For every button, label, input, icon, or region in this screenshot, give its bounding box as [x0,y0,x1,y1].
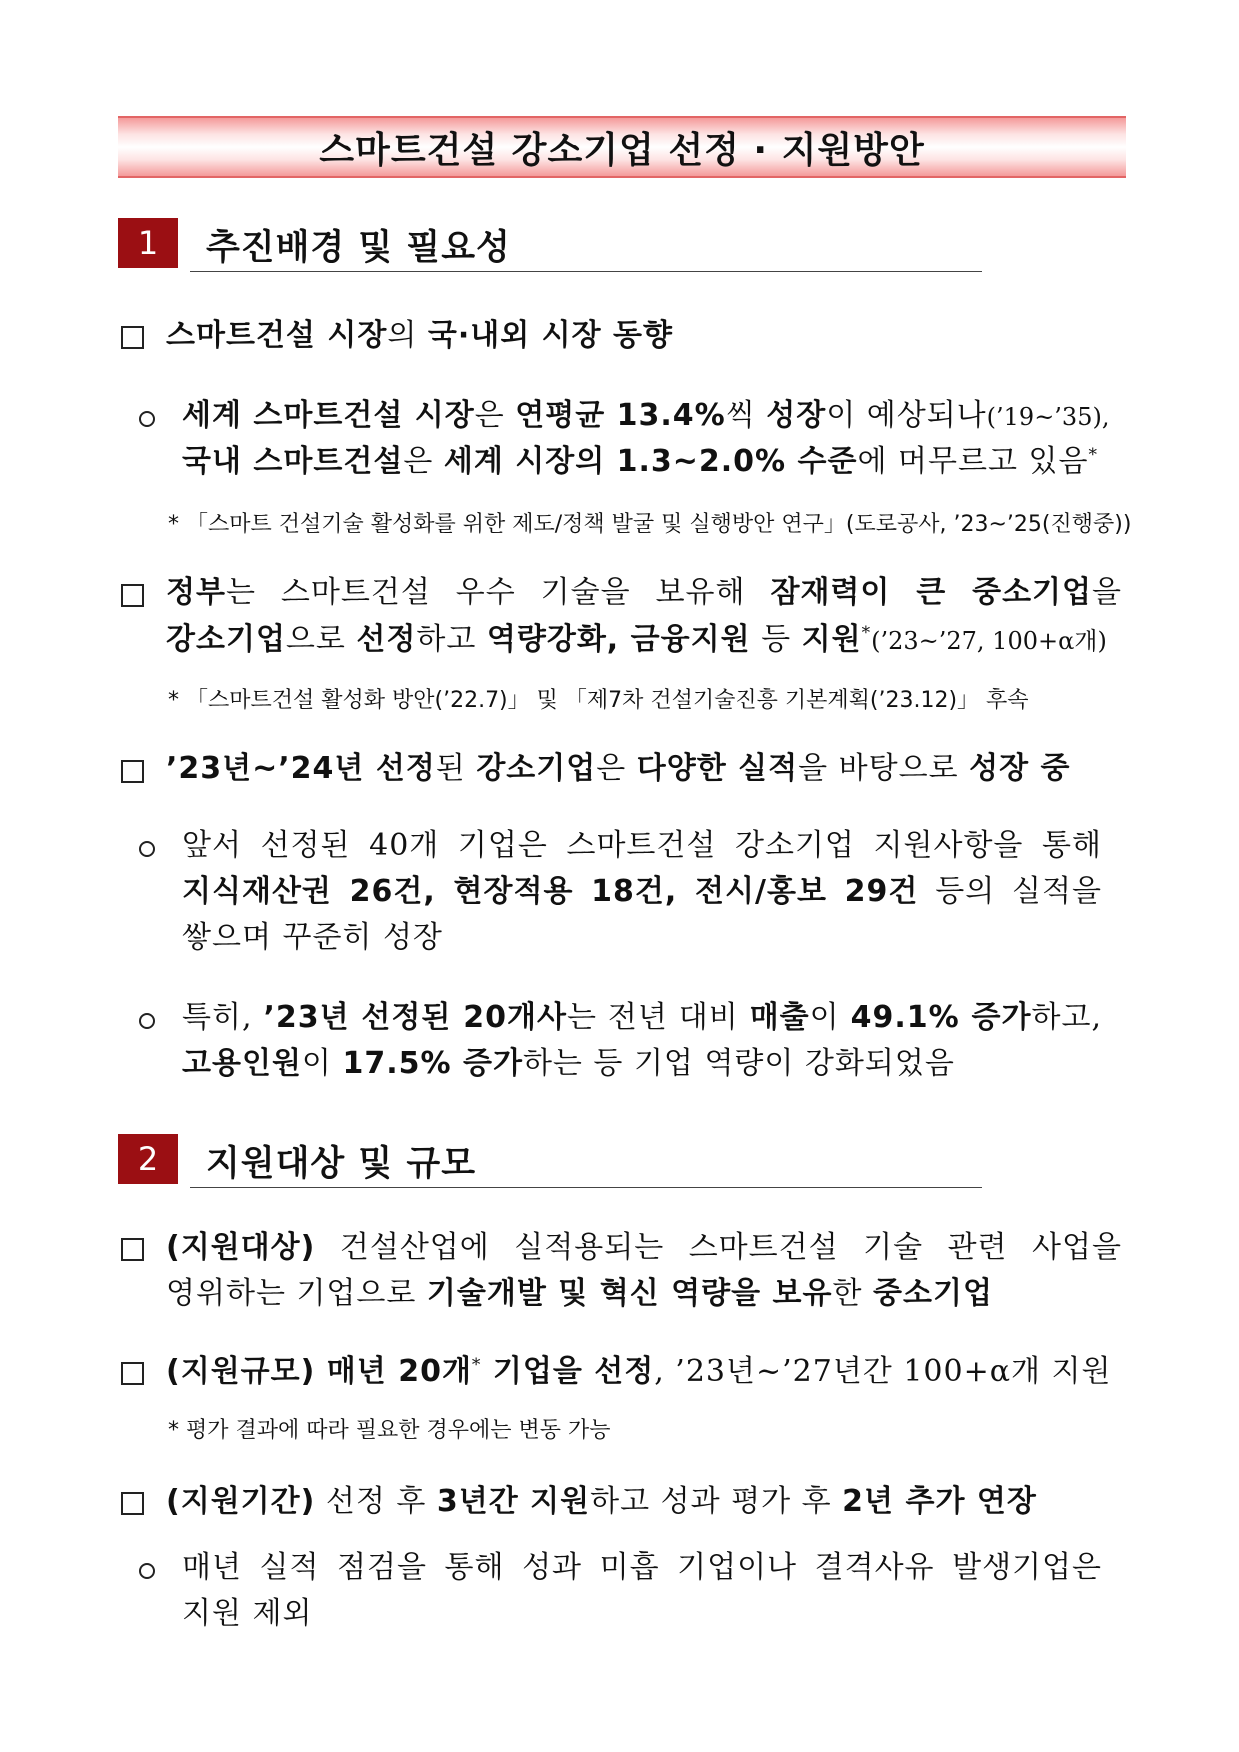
section-title: 추진배경 및 필요성 [206,228,511,268]
page-title: 스마트건설 강소기업 선정 · 지원방안 [319,129,925,171]
section-2-header [118,1134,982,1184]
section-underline [190,271,982,272]
circle-bullet-icon [139,1563,155,1579]
checkbox-square-icon [121,584,144,607]
circle-bullet-icon [139,1013,155,1029]
sub-bullet-line: 앞서 선정된 40개 기업은 스마트건설 강소기업 지원사항을 통해 [182,828,1102,863]
checkbox-square-icon [121,1238,144,1261]
title-banner [118,116,1126,178]
section-underline [190,1187,982,1188]
checkbox-square-icon [121,326,144,349]
section-title: 지원대상 및 규모 [206,1144,477,1184]
footnote: * 평가 결과에 따라 필요한 경우에는 변동 가능 [168,1418,611,1443]
sub-bullet-line: 국내 스마트건설은 세계 시장의 1.3~2.0% 수준에 머무르고 있음* [182,444,1098,479]
footnote: * 「스마트 건설기술 활성화를 위한 제도/정책 발굴 및 실행방안 연구」(도로공사, ’23~’25(진행중)) [168,512,1132,537]
sub-bullet-line: 특히, ’23년 선정된 20개사는 전년 대비 매출이 49.1% 증가하고, [182,1000,1102,1035]
sub-bullet-line: 지원 제외 [182,1596,313,1631]
section-1-header [118,218,982,268]
checkbox-square-icon [121,1362,144,1385]
section-number: 1 [118,218,178,268]
section-number: 2 [118,1134,178,1184]
circle-bullet-icon [139,841,155,857]
sub-bullet-line: 쌓으며 꾸준히 성장 [182,920,443,955]
bullet-paragraph: (지원기간) 선정 후 3년간 지원하고 성과 평가 후 2년 추가 연장 [166,1484,1037,1519]
sub-bullet-line: 고용인원이 17.5% 증가하는 등 기업 역량이 강화되었음 [182,1046,955,1081]
bullet-paragraph: (지원규모) 매년 20개* 기업을 선정, ’23년~’27년간 100+α개 지원 [166,1354,1112,1389]
bullet-paragraph: 스마트건설 시장의 국·내외 시장 동향 [166,318,673,353]
sub-bullet-line: 지식재산권 26건, 현장적용 18건, 전시/홍보 29건 등의 실적을 [182,874,1102,909]
circle-bullet-icon [139,411,155,427]
footnote: * 「스마트건설 활성화 방안(’22.7)」 및 「제7차 건설기술진흥 기본계획(’23.12)」 후속 [168,688,1029,713]
bullet-paragraph: 강소기업으로 선정하고 역량강화, 금융지원 등 지원*(’23~’27, 100+α개) [166,622,1107,657]
sub-bullet-line: 매년 실적 점검을 통해 성과 미흡 기업이나 결격사유 발생기업은 [182,1550,1102,1585]
checkbox-square-icon [121,1492,144,1515]
bullet-paragraph: ’23년~’24년 선정된 강소기업은 다양한 실적을 바탕으로 성장 중 [166,751,1071,786]
bullet-paragraph: 정부는 스마트건설 우수 기술을 보유해 잠재력이 큰 중소기업을 [166,575,1122,610]
bullet-paragraph: 영위하는 기업으로 기술개발 및 혁신 역량을 보유한 중소기업 [166,1276,993,1311]
checkbox-square-icon [121,760,144,783]
bullet-paragraph: (지원대상) 건설산업에 실적용되는 스마트건설 기술 관련 사업을 [166,1230,1122,1265]
sub-bullet-line: 세계 스마트건설 시장은 연평균 13.4%씩 성장이 예상되나(’19~’35), [182,398,1110,433]
